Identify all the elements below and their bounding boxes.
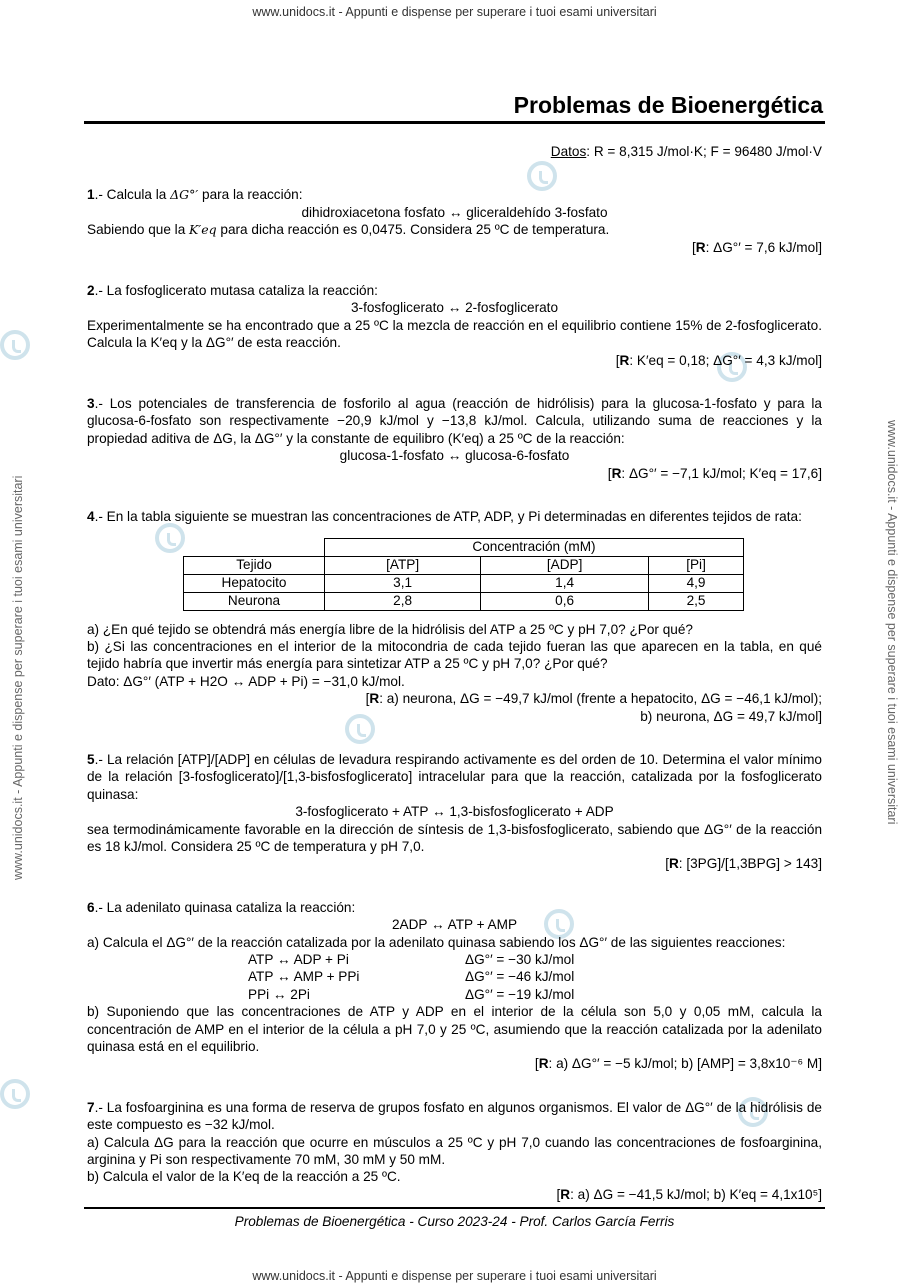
left-side-watermark: www.unidocs.it - Appunti e dispense per superare i tuoi esami universitari	[11, 475, 25, 880]
answer: [R: ΔG°′ = 7,6 kJ/mol]	[691, 239, 822, 255]
question-b: b) ¿Si las concentraciones en el interior de la mitocondria de cada tejido fueran las que aparecen en la tabla, en qué tejido habría que invertir más energía para sintetizar ATP a 25 ºC y pH 7,0? ¿Por qué?	[87, 638, 822, 672]
concentration-table	[183, 538, 744, 611]
reference-dg: ΔG°′ = −30 kJ/mol	[465, 952, 575, 967]
column-header: [ADP]	[481, 556, 649, 574]
question-b: b) Calcula el valor de la K′eq de la reacción a 25 ºC.	[87, 1169, 401, 1185]
table-group-header: Concentración (mM)	[325, 538, 744, 556]
title-rule	[84, 121, 825, 124]
reaction-equation: dihidroxiacetona fosfato ↔ gliceraldehído 3-fosfato	[301, 204, 608, 220]
problem-list	[87, 143, 822, 1203]
reaction-equation: 3-fosfoglicerato + ATP ↔ 1,3-bisfosfoglicerato + ADP	[295, 804, 614, 820]
answer: [R: a) ΔG = −41,5 kJ/mol; b) K′eq = 4,1x10⁵]	[556, 1186, 822, 1202]
problem-number: 3	[87, 396, 95, 412]
problem-text: Experimentalmente se ha encontrado que a 25 ºC la mezcla de reacción en el equilibrio contiene 15% de 2-fosfoglicerato. Calcula la K′eq y la ΔG°′ de esta reacción.	[87, 317, 822, 351]
dato-line: Dato: ΔG°′ (ATP + H2O ↔ ADP + Pi) = −31,0 kJ/mol.	[87, 673, 405, 689]
page-title: Problemas de Bioenergética	[513, 92, 823, 118]
question-b: b) Suponiendo que las concentraciones de ATP y ADP en el interior de la célula son 5,0 y 0,05 mM, calcula la concentración de AMP en el interior de la célula a pH 7,0 y 25 ºC, asumiendo que la reacción catalizada por la adenilato quinasa está en el equilibrio.	[87, 1004, 822, 1055]
page-footer: Problemas de Bioenergética - Curso 2023-24 - Prof. Carlos García Ferris	[234, 1214, 675, 1229]
reaction-equation: 2ADP ↔ ATP + AMP	[391, 917, 518, 933]
bottom-watermark: www.unidocs.it - Appunti e dispense per superare i tuoi esami universitari	[252, 1269, 657, 1283]
problem-2: 2.- La fosfoglicerato mutasa cataliza la reacción: 3-fosfoglicerato ↔ 2-fosfoglicerato Experimentalmente se ha encontrado que a 25 ºC la mezcla de reacción en el equilibrio contiene 15% de 2-fosfoglicerato. Calcula la K′eq y la ΔG°′ de esta reacción. [R: K′eq = 0,18; ΔG°′ = 4,3 kJ/mol]	[87, 283, 822, 368]
problem-number: 4	[87, 509, 95, 525]
problem-text: sea termodinámicamente favorable en la dirección de síntesis de 1,3-bisfosfoglicerato, sabiendo que ΔG°′ de la reacción es 18 kJ/mol. Considera 25 ºC de temperatura y pH 7,0.	[87, 821, 822, 854]
answer: [R: [3PG]/[1,3BPG] > 143]	[665, 856, 822, 872]
problem-number: 6	[87, 899, 95, 915]
reference-reactions	[87, 951, 822, 1003]
reference-reaction: PPi ↔ 2Pi	[248, 986, 310, 1002]
right-side-watermark: www.unidocs.it - Appunti e dispense per superare i tuoi esami universitari	[885, 420, 899, 825]
question-a: a) ¿En qué tejido se obtendrá más energía libre de la hidrólisis del ATP a 25 ºC y pH 7,0? ¿Por qué?	[87, 621, 693, 637]
column-header: Tejido	[184, 556, 325, 574]
column-header: [ATP]	[325, 556, 481, 574]
problem-number: 1	[87, 187, 95, 203]
reaction-equation: 3-fosfoglicerato ↔ 2-fosfoglicerato	[350, 300, 559, 316]
problem-number: 5	[87, 751, 95, 767]
footer-rule	[84, 1207, 825, 1209]
question-a: a) Calcula ΔG para la reacción que ocurre en músculos a 25 ºC y pH 7,0 cuando las concentraciones de fosfoarginina, arginina y Pi son respectivamente 70 mM, 30 mM y 50 mM.	[87, 1134, 822, 1168]
problem-number: 7	[87, 1099, 95, 1115]
answer-continued: b) neurona, ΔG = 49,7 kJ/mol]	[640, 708, 822, 724]
problem-3: 3.- Los potenciales de transferencia de fosforilo al agua (reacción de hidrólisis) para la glucosa-1-fosfato y para la glucosa-6-fosfato son respectivamente −20,9 kJ/mol y −13,8 kJ/mol. Calcula, utilizando suma de reacciones y la propiedad aditiva de ΔG, la ΔG°′ y la constante de equilibro (K′eq) a 25 ºC de la reacción: glucosa-1-fosfato ↔ glucosa-6-fosfato [R: ΔG°′ = −7,1 kJ/mol; K′eq = 17,6]	[87, 396, 822, 481]
table-row: Hepatocito 3,1 1,4 4,9	[184, 574, 744, 592]
datos-text: : R = 8,315 J/mol·K; F = 96480 J/mol·V	[586, 144, 822, 159]
watermark-logo	[0, 1079, 30, 1109]
table-row: Neurona 2,8 0,6 2,5	[184, 592, 744, 610]
datos-label: Datos	[550, 144, 587, 159]
question-a: a) Calcula el ΔG°′ de la reacción catalizada por la adenilato quinasa sabiendo los ΔG°′ de las siguientes reacciones:	[87, 934, 786, 950]
problem-6: 6.- La adenilato quinasa cataliza la reacción: 2ADP ↔ ATP + AMP a) Calcula el ΔG°′ de la reacción catalizada por la adenilato quinasa sabiendo los ΔG°′ de las siguientes reacciones: ATP ↔ ADP + Pi ΔG°′ = −30 kJ/mol ATP ↔ AMP + PPi ΔG°′ = −46 kJ/mol PPi ↔ 2Pi ΔG°′ = −19 kJ/mol b) Suponiendo que las concentraciones de ATP y ADP en el interior de la célula son 5,0 y 0,05 mM, calcula la concentración de AMP en el interior de la célula a pH 7,0 y 25 ºC, asumiendo que la reacción catalizada por la adenilato quinasa está en el equilibrio. [R: a) ΔG°′ = −5 kJ/mol; b) [AMP] = 3,8x10⁻⁶ M]	[87, 899, 822, 1072]
answer: [R: a) neurona, ΔG = −49,7 kJ/mol (frente a hepatocito, ΔG = −46,1 kJ/mol);	[365, 691, 822, 707]
problem-4: 4.- En la tabla siguiente se muestran las concentraciones de ATP, ADP, y Pi determinadas en diferentes tejidos de rata: Concentración (mM) Tejido [ATP] [ADP] [Pi] Hepatocito 3,1 1,4 4,9 Neurona 2,8 0,6 2,5 a) ¿En qué tejido se obtendrá más energía libre de la hidrólisis del ATP a 25 ºC y pH 7,0? ¿Por qué? b) ¿Si las concentraciones en el interior de la mitocondria de cada tejido fueran las que aparecen en la tabla, en qué tejido habría que invertir más energía para sintetizar ATP a 25 ºC y pH 7,0? ¿Por qué? Dato: ΔG°′ (ATP + H2O ↔ ADP + Pi) = −31,0 kJ/mol. [R: a) neurona, ΔG = −49,7 kJ/mol (frente a hepatocito, ΔG = −46,1 kJ/mol); b) neurona, ΔG = 49,7 kJ/mol]	[87, 509, 822, 724]
reference-reaction: ATP ↔ ADP + Pi	[248, 952, 349, 967]
top-watermark: www.unidocs.it - Appunti e dispense per superare i tuoi esami universitari	[252, 5, 657, 19]
constants-line	[87, 143, 822, 160]
reference-reaction: ATP ↔ AMP + PPi	[248, 969, 360, 985]
problem-7: 7.- La fosfoarginina es una forma de reserva de grupos fosfato en algunos organismos. El valor de ΔG°′ de la hidrólisis de este compuesto es −32 kJ/mol. a) Calcula ΔG para la reacción que ocurre en músculos a 25 ºC y pH 7,0 cuando las concentraciones de fosfoarginina, arginina y Pi son respectivamente 70 mM, 30 mM y 50 mM. b) Calcula el valor de la K′eq de la reacción a 25 ºC. [R: a) ΔG = −41,5 kJ/mol; b) K′eq = 4,1x10⁵]	[87, 1099, 822, 1202]
watermark-logo	[0, 330, 30, 360]
problem-1: 1.- Calcula la ΔG°′ para la reacción: dihidroxiacetona fosfato ↔ gliceraldehído 3-fosfato Sabiendo que la K′eq para dicha reacción es 0,0475. Considera 25 ºC de temperatura. [R: ΔG°′ = 7,6 kJ/mol]	[87, 187, 822, 255]
table-header-row	[184, 556, 744, 574]
answer: [R: K′eq = 0,18; ΔG°′ = 4,3 kJ/mol]	[615, 352, 822, 368]
column-header: [Pi]	[649, 556, 744, 574]
answer: [R: ΔG°′ = −7,1 kJ/mol; K′eq = 17,6]	[607, 465, 822, 481]
problem-number: 2	[87, 283, 95, 299]
answer: [R: a) ΔG°′ = −5 kJ/mol; b) [AMP] = 3,8x10⁻⁶ M]	[534, 1056, 822, 1072]
reference-dg: ΔG°′ = −46 kJ/mol	[465, 969, 575, 985]
reaction-equation: glucosa-1-fosfato ↔ glucosa-6-fosfato	[339, 448, 570, 464]
problem-5: 5.- La relación [ATP]/[ADP] en células de levadura respirando activamente es del orden de 10. Determina el valor mínimo de la relación [3-fosfoglicerato]/[1,3-bisfosfoglicerato] intracelular para que la reacción, catalizada por la fosfoglicerato quinasa: 3-fosfoglicerato + ATP ↔ 1,3-bisfosfoglicerato + ADP sea termodinámicamente favorable en la dirección de síntesis de 1,3-bisfosfoglicerato, sabiendo que ΔG°′ de la reacción es 18 kJ/mol. Considera 25 ºC de temperatura y pH 7,0. [R: [3PG]/[1,3BPG] > 143]	[87, 751, 822, 872]
reference-dg: ΔG°′ = −19 kJ/mol	[465, 986, 575, 1002]
